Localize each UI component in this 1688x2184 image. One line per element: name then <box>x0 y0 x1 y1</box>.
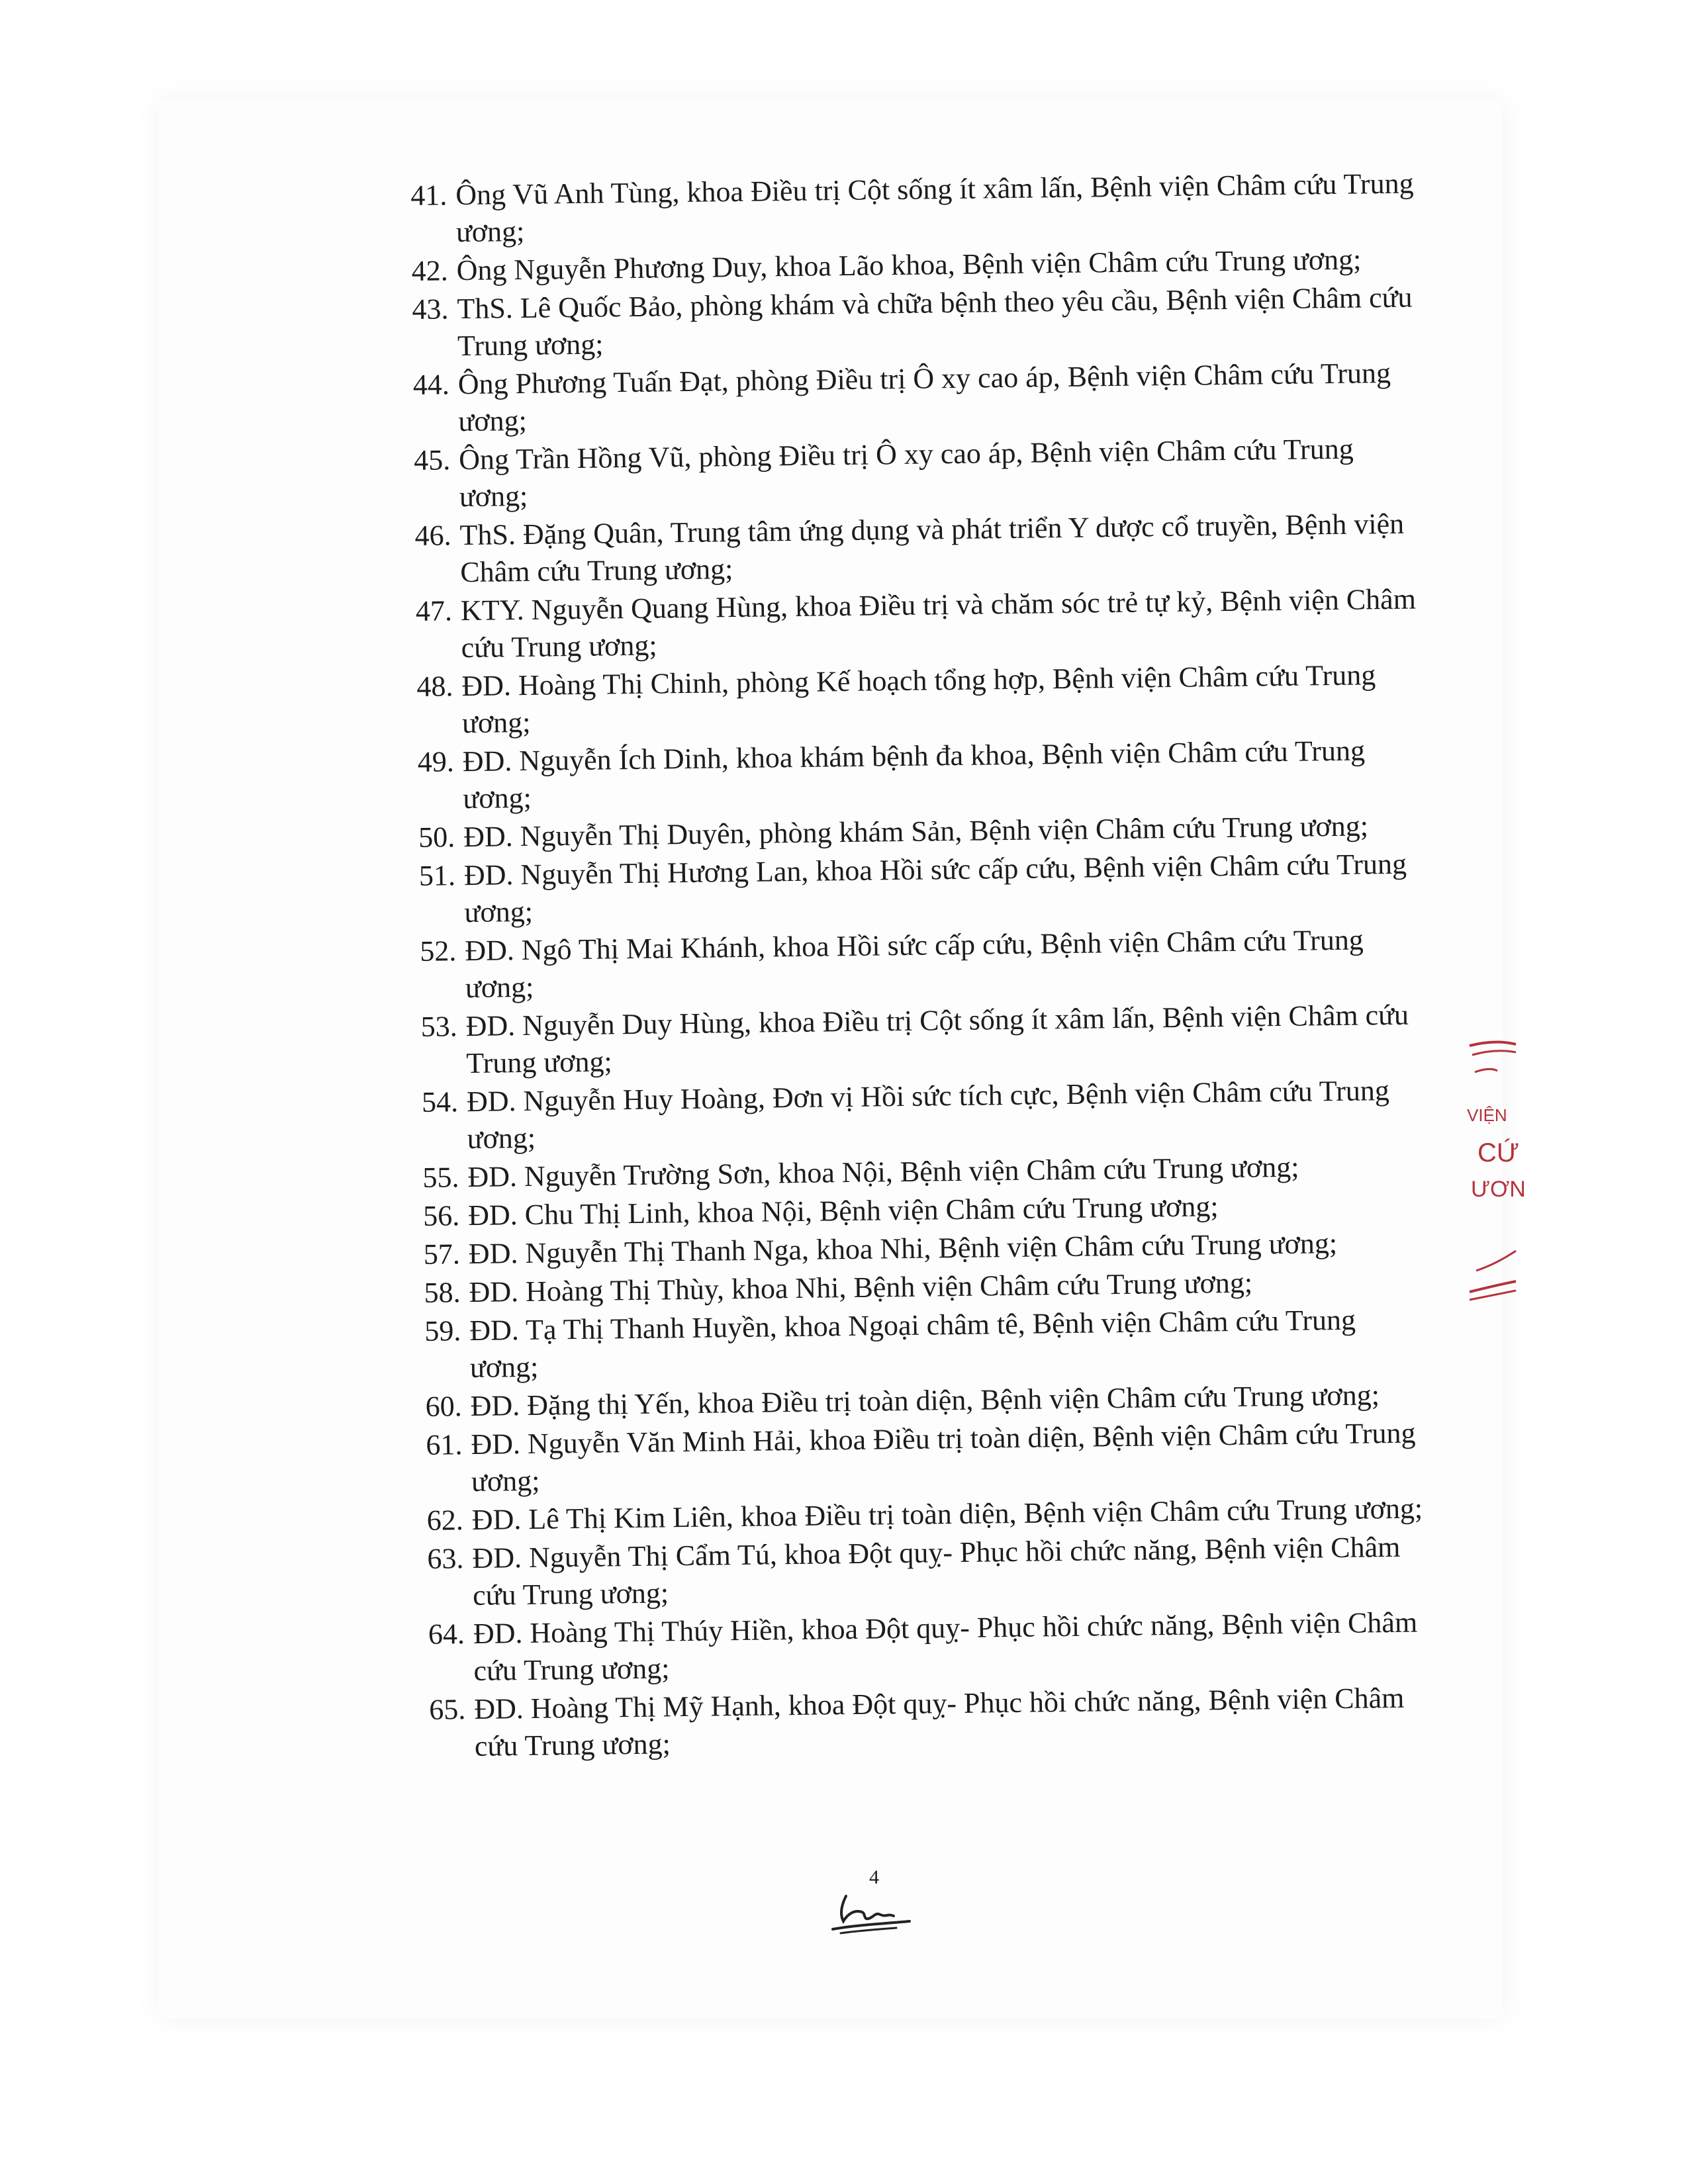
list-item <box>416 580 1423 667</box>
item-text: KTY. Nguyễn Quang Hùng, khoa Điều trị và chăm sóc trẻ tự kỷ, Bệnh viện Châm cứu Trung ương; <box>460 582 1417 664</box>
item-number: 48. <box>416 670 453 703</box>
item-number: 61. <box>426 1428 463 1461</box>
list-item <box>412 279 1419 365</box>
list-item <box>414 505 1421 592</box>
item-number: 56. <box>422 1199 460 1232</box>
list-item <box>426 1414 1432 1501</box>
item-number: 46. <box>414 519 451 552</box>
list-item <box>427 1528 1434 1615</box>
item-number: 53. <box>420 1010 457 1043</box>
red-stamp <box>1463 1032 1526 1310</box>
item-number: 51. <box>418 859 456 892</box>
item-text: ĐD. Lê Thị Kim Liên, khoa Điều trị toàn diện, Bệnh viện Châm cứu Trung ương; <box>471 1492 1423 1537</box>
list-item <box>429 1679 1436 1766</box>
item-text: ĐD. Nguyễn Thị Hương Lan, khoa Hồi sức cấp cứu, Bệnh viện Châm cứu Trung ương; <box>463 847 1407 929</box>
item-text: Ông Nguyễn Phương Duy, khoa Lão khoa, Bệnh viện Châm cứu Trung ương; <box>456 243 1362 287</box>
name-list <box>410 165 1436 1766</box>
item-number: 64. <box>428 1617 465 1651</box>
item-text: ĐD. Tạ Thị Thanh Huyền, khoa Ngoại châm tê, Bệnh viện Châm cứu Trung ương; <box>469 1303 1356 1385</box>
item-text: ĐD. Nguyễn Thị Thanh Nga, khoa Nhi, Bệnh viện Châm cứu Trung ương; <box>468 1227 1338 1271</box>
list-item <box>420 996 1427 1083</box>
item-text: ĐD. Nguyễn Ích Dinh, khoa khám bệnh đa khoa, Bệnh viện Châm cứu Trung ương; <box>462 734 1366 815</box>
item-text: Ông Vũ Anh Tùng, khoa Điều trị Cột sống ít xâm lấn, Bệnh viện Châm cứu Trung ương; <box>455 167 1414 249</box>
item-text: ĐD. Đặng thị Yến, khoa Điều trị toàn diện, Bệnh viện Châm cứu Trung ương; <box>470 1379 1380 1423</box>
item-text: ĐD. Nguyễn Huy Hoàng, Đơn vị Hồi sức tích cực, Bệnh viện Châm cứu Trung ương; <box>466 1074 1390 1156</box>
list-item <box>422 1071 1429 1158</box>
item-text: ĐD. Hoàng Thị Thúy Hiền, khoa Đột quỵ- Phục hồi chức năng, Bệnh viện Châm cứu Trung ương; <box>473 1606 1418 1687</box>
item-number: 41. <box>410 179 447 212</box>
item-text: Ông Phương Tuấn Đạt, phòng Điều trị Ô xy cao áp, Bệnh viện Châm cứu Trung ương; <box>457 356 1391 438</box>
item-number: 50. <box>418 821 455 854</box>
page-number: 4 <box>869 1866 879 1888</box>
item-number: 62. <box>426 1504 464 1537</box>
list-item <box>417 731 1424 818</box>
item-text: ĐD. Nguyễn Văn Minh Hải, khoa Điều trị toàn diện, Bệnh viện Châm cứu Trung ương; <box>471 1416 1416 1498</box>
item-number: 54. <box>421 1085 459 1118</box>
item-number: 63. <box>427 1542 464 1575</box>
item-text: ĐD. Ngô Thị Mai Khánh, khoa Hồi sức cấp cứu, Bệnh viện Châm cứu Trung ương; <box>464 923 1364 1005</box>
item-number: 45. <box>413 443 451 477</box>
item-number: 42. <box>411 254 449 287</box>
item-text: ĐD. Nguyễn Trường Sơn, khoa Nội, Bệnh viện Châm cứu Trung ương; <box>467 1150 1299 1194</box>
list-item <box>428 1604 1435 1690</box>
list-item <box>424 1300 1431 1387</box>
item-number: 57. <box>423 1238 461 1271</box>
list-item <box>412 354 1419 441</box>
item-number: 52. <box>419 934 457 968</box>
item-number: 60. <box>425 1390 462 1423</box>
item-text: ThS. Đặng Quân, Trung tâm ứng dụng và phát triển Y dược cổ truyền, Bệnh viện Châm cứu Trung ương; <box>459 507 1405 589</box>
item-text: ĐD. Nguyễn Duy Hùng, khoa Điều trị Cột sống ít xâm lấn, Bệnh viện Châm cứu Trung ương; <box>465 998 1409 1080</box>
item-number: 55. <box>422 1161 459 1194</box>
list-item <box>419 845 1426 932</box>
item-number: 59. <box>424 1314 461 1347</box>
item-text: ThS. Lê Quốc Bảo, phòng khám và chữa bệnh theo yêu cầu, Bệnh viện Châm cứu Trung ương; <box>457 281 1413 363</box>
stamp-rings <box>1463 1032 1516 1310</box>
list-item <box>414 430 1421 516</box>
item-number: 43. <box>412 293 449 326</box>
item-number: 58. <box>424 1276 461 1309</box>
item-number: 65. <box>428 1693 466 1726</box>
stamp-text-line: CỨ <box>1477 1138 1520 1167</box>
item-text: ĐD. Nguyễn Thị Cẩm Tú, khoa Đột quỵ- Phục hồi chức năng, Bệnh viện Châm cứu Trung ương; <box>472 1530 1401 1612</box>
list-item <box>420 921 1427 1007</box>
list-item <box>416 656 1423 743</box>
item-number: 44. <box>412 368 450 401</box>
item-text: ĐD. Hoàng Thị Thùy, khoa Nhi, Bệnh viện Châm cứu Trung ương; <box>469 1266 1253 1309</box>
item-text: ĐD. Hoàng Thị Chinh, phòng Kế hoạch tổng hợp, Bệnh viện Châm cứu Trung ương; <box>461 659 1376 740</box>
item-text: ĐD. Chu Thị Linh, khoa Nội, Bệnh viện Châm cứu Trung ương; <box>467 1190 1219 1232</box>
stamp-text-line: ƯƠN <box>1471 1177 1526 1202</box>
item-text: ĐD. Nguyễn Thị Duyên, phòng khám Sản, Bệnh viện Châm cứu Trung ương; <box>463 809 1369 854</box>
signature-mark <box>827 1889 914 1936</box>
item-number: 47. <box>415 594 453 627</box>
item-text: ĐD. Hoàng Thị Mỹ Hạnh, khoa Đột quỵ- Phục hồi chức năng, Bệnh viện Châm cứu Trung ương; <box>473 1681 1405 1762</box>
list-item <box>410 165 1417 251</box>
stamp-text-line: VIỆN <box>1467 1105 1507 1125</box>
item-number: 49. <box>417 745 455 778</box>
item-text: Ông Trần Hồng Vũ, phòng Điều trị Ô xy cao áp, Bệnh viện Châm cứu Trung ương; <box>458 432 1354 514</box>
